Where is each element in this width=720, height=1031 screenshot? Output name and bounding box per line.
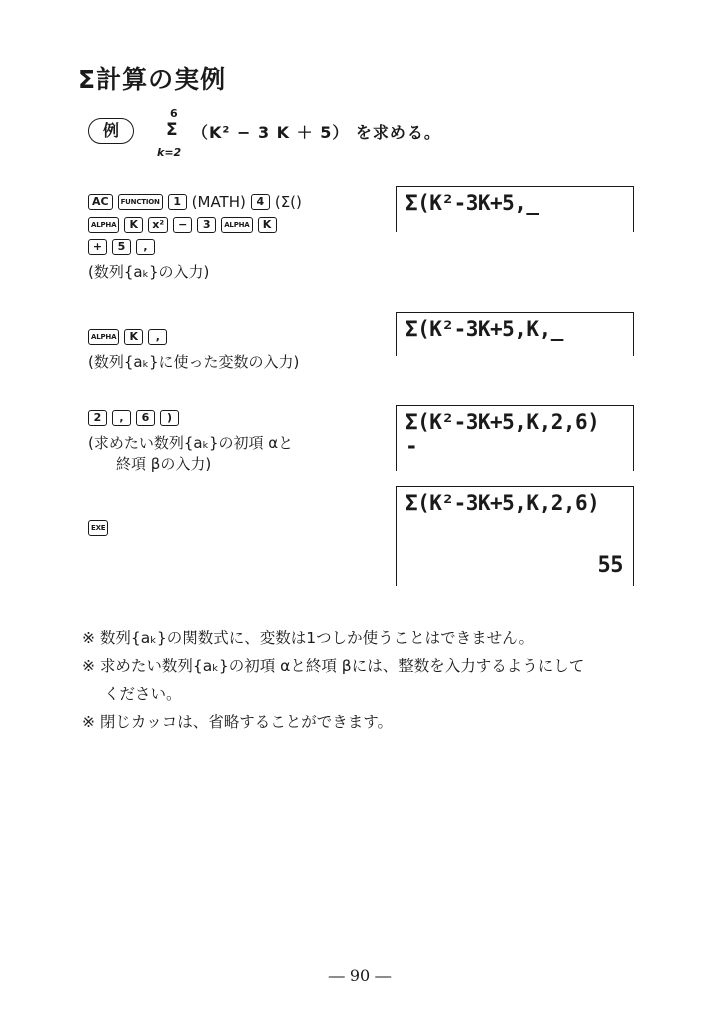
lcd-display-3 [396, 405, 634, 471]
calc-key-3-button: 3 [197, 217, 216, 233]
step-3-note: (求めたい数列{aₖ}の初項 αと [88, 434, 294, 452]
calc-key--button: − [173, 217, 192, 233]
calc-key-6-button: 6 [136, 410, 155, 426]
sigma-symbol: Σ [166, 120, 178, 140]
note-3: ※ 閉じカッコは、省略することができます。 [82, 713, 394, 731]
step-3-keys [88, 410, 293, 474]
calc-key-2-button: 2 [88, 410, 107, 426]
note-1: ※ 数列{aₖ}の関数式に、変数は1つしか使うことはできません。 [82, 629, 535, 647]
calc-key-exe-button: EXE [88, 520, 108, 536]
lcd-display-2 [396, 312, 634, 356]
calc-key-k-button: K [124, 329, 143, 345]
lcd-3-line-1: Σ(K²-3K+5,K,2,6) [405, 410, 600, 434]
step-2-note: (数列{aₖ}に使った変数の入力) [88, 353, 300, 371]
sum-expression: （K² − 3 K ＋ 5） を求める。 [192, 123, 441, 142]
lcd-2-line-1: Σ(K²-3K+5,K,_ [405, 317, 563, 341]
note-2-cont: ください。 [104, 685, 182, 703]
calc-key-k-button: K [124, 217, 143, 233]
page-number: ― 90 ― [328, 966, 392, 985]
lcd-3-line-2: - [405, 434, 418, 458]
lcd-4-result: 55 [597, 553, 623, 578]
calc-key--button: + [88, 239, 107, 255]
step-1-row-1 [88, 193, 302, 211]
calc-key-4-button: 4 [251, 194, 270, 210]
key-annotation: (Σ() [274, 193, 302, 211]
key-annotation: (MATH) [191, 193, 246, 211]
step-1-row-2 [88, 217, 302, 233]
calc-key-function-button: FUNCTION [118, 194, 163, 210]
lcd-display-1 [396, 186, 634, 232]
calc-key-5-button: 5 [112, 239, 131, 255]
lcd-4-line-1: Σ(K²-3K+5,K,2,6) [405, 491, 600, 515]
calc-key-k-button: K [258, 217, 277, 233]
sum-lower-limit: k=2 [157, 146, 182, 159]
calc-key-1-button: 1 [168, 194, 187, 210]
calc-key--button: , [112, 410, 131, 426]
page-title: Σ計算の実例 [78, 65, 227, 94]
step-3-row-1 [88, 410, 293, 426]
example-badge: 例 [88, 118, 134, 144]
calc-key-x-button: x² [148, 217, 168, 233]
calc-key--button: , [136, 239, 155, 255]
calc-key-alpha-button: ALPHA [221, 217, 252, 233]
sum-upper-limit: 6 [170, 107, 178, 120]
calc-key--button: , [148, 329, 167, 345]
lcd-1-line-1: Σ(K²-3K+5,_ [405, 191, 539, 215]
step-1-note: (数列{aₖ}の入力) [88, 263, 210, 281]
calc-key-alpha-button: ALPHA [88, 329, 119, 345]
calc-key-ac-button: AC [88, 194, 113, 210]
note-2: ※ 求めたい数列{aₖ}の初項 αと終項 βには、整数を入力するようにして [82, 657, 585, 675]
step-1-keys [88, 193, 302, 282]
step-4-row-1 [88, 520, 108, 536]
step-4-keys [88, 520, 108, 536]
step-3-note-2: 終項 βの入力) [116, 455, 212, 473]
step-1-row-3 [88, 239, 302, 255]
step-2-keys [88, 329, 299, 372]
calc-key--button: ) [160, 410, 179, 426]
calc-key-alpha-button: ALPHA [88, 217, 119, 233]
lcd-display-4 [396, 486, 634, 586]
step-2-row-1 [88, 329, 299, 345]
